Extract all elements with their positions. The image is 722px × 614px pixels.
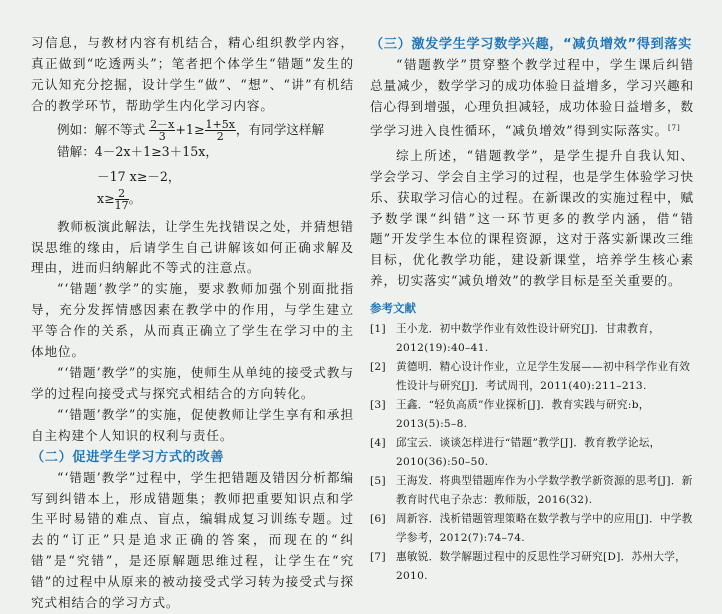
reference-text: 周新容．浅析错题管理策略在数学教与学中的应用[J]．中学教学参考，2012(7):74–74. (396, 513, 693, 545)
wrong-fraction (115, 188, 129, 211)
wrong-step-3-suffix: 。 (128, 190, 142, 206)
reference-text: 黄德明．精心设计作业，立足学生发展——初中科学作业有效性设计与研究[J]．考试周刊，2011(40):211–213. (396, 361, 691, 393)
wrong-step-2: －17 x≥－2， (97, 168, 181, 184)
left-paragraph-3: “‘错题’教学”的实施，要求教师加强个别面批指导，充分发挥情感因素在教学中的作用，与学生建立平等合作的关系，从而真正确立了学生在学习中的主体地位。 (31, 281, 354, 360)
reference-number: [5] (370, 475, 386, 488)
reference-text: 王海发．将典型错题库作为小学数学教学新资源的思考[J]．新教育时代电子杂志：教师版，2016(32). (396, 475, 693, 507)
reference-number: [4] (370, 437, 386, 450)
reference-number: [1] (370, 323, 386, 336)
left-column (31, 0, 354, 614)
reference-number: [2] (370, 361, 386, 374)
reference-number: [6] (370, 513, 386, 526)
reference-number: [7] (370, 551, 386, 564)
right-paragraph-2: 综上所述，“错题教学”，是学生提升自我认知、学会学习、学会自主学习的过程，也是学生体验学习快乐、获取学习信心的过程。在新课改的实施过程中，赋予数学课“纠错”这一环节更多的教学内涵，借“错题”开发学生本位的课程资源，这对于落实新课改三维目标，优化教学功能，建设新课堂，培养学生核心素养，切实落实“减负增效”的教学目标是至关重要的。 (370, 147, 694, 289)
wrong-step-1: 4－2x＋1≥3＋15x， (94, 143, 218, 159)
example-inequality (31, 119, 354, 142)
left-paragraph-5: “‘错题’教学”的实施，促使教师让学生享有和承担自主构建个人知识的权利与责任。 (31, 406, 354, 443)
fraction-numerator: 2－x (150, 117, 175, 131)
left-paragraph-6: “‘错题’教学”过程中，学生把错题及错因分析都编写到纠错本上，形成错题集；教师把重要知识点和学生平时易错的难点、盲点，编辑成复习训练专题。过去的“订正”只是追求正确的答案，而现在的“纠错”是“究错”，是还原解题思维过程，让学生在“究错”的过程中从原来的被动接受式学习转为接受式与探究式相结合的学习方式。 (31, 469, 354, 611)
left-paragraph-1: 习信息，与教材内容有机结合，精心组织教学内容，真正做到“吃透两头”；笔者把个体学生“错题”发生的元认知充分挖掘，设计学生“做”、“想”、“讲”有机结合的教学环节，帮助学生内化学习内容。 (31, 35, 354, 113)
reference-text: 王鑫．“轻负高质”作业探析[J]．教育实践与研究:b，2013(5):5–8. (396, 399, 650, 431)
example-tail: ，有同学这样解 (235, 121, 325, 137)
reference-item (370, 510, 694, 548)
wrong-solution-line-1 (31, 142, 354, 161)
references-list (370, 320, 694, 586)
left-paragraph-2: 教师板演此解法，让学生先找错误之处，并猜想错误思维的缘由，后请学生自己讲解该如何正确求解及理由，进而归纳解此不等式的注意点。 (31, 218, 354, 276)
citation-marker: [7] (668, 123, 681, 132)
section-heading-2: （二）促进学生学习方式的改善 (31, 449, 225, 465)
reference-text: 惠敏锐．数学解题过程中的反思性学习研究[D]．苏州大学，2010. (396, 551, 687, 583)
fraction-numerator: 1+5x (205, 117, 235, 131)
reference-item (370, 548, 694, 586)
example-fraction-2 (205, 119, 236, 142)
reference-number: [3] (370, 399, 386, 412)
reference-item (370, 472, 694, 510)
reference-item (370, 358, 694, 396)
example-label: 例如：解不等式 (57, 121, 146, 137)
fraction-denominator: 17 (114, 198, 129, 212)
right-column (370, 0, 694, 586)
fraction-denominator: 3 (158, 129, 166, 143)
wrong-step-3 (31, 188, 354, 211)
wrong-step-3-prefix: x≥ (97, 190, 115, 206)
fraction-numerator: 2 (115, 188, 129, 200)
example-plus: +1≥ (175, 121, 205, 137)
reference-item (370, 434, 694, 472)
reference-text: 王小龙．初中数学作业有效性设计研究[J]．甘肃教育，2012(19):40–41. (396, 323, 660, 355)
wrong-label: 错解： (57, 143, 95, 159)
reference-item (370, 396, 694, 434)
reference-item (370, 320, 694, 358)
example-fraction-1 (149, 119, 175, 142)
right-paragraph-1-text: “错题教学”贯穿整个教学过程中，学生课后纠错总量减少，数学学习的成功体验日益增多，学习兴趣和信心得到增强，心理负担减轻，成功体验日益增多，数学学习进入良性循环，“减负增效”得到实际落实。 (370, 57, 694, 138)
section-heading-3: （三）激发学生学习数学兴趣，“减负增效”得到落实 (370, 37, 692, 52)
fraction-denominator: 2 (216, 129, 224, 143)
left-paragraph-4: “‘错题’教学”的实施，使师生从单纯的接受式教与学的过程向接受式与探究式相结合的方向转化。 (31, 364, 354, 401)
reference-text: 邱宝云．谈谈怎样进行“错题”教学[J]．教育教学论坛，2010(36):50–50. (396, 437, 661, 469)
right-paragraph-1 (370, 55, 694, 142)
references-heading: 参考文献 (370, 301, 416, 316)
